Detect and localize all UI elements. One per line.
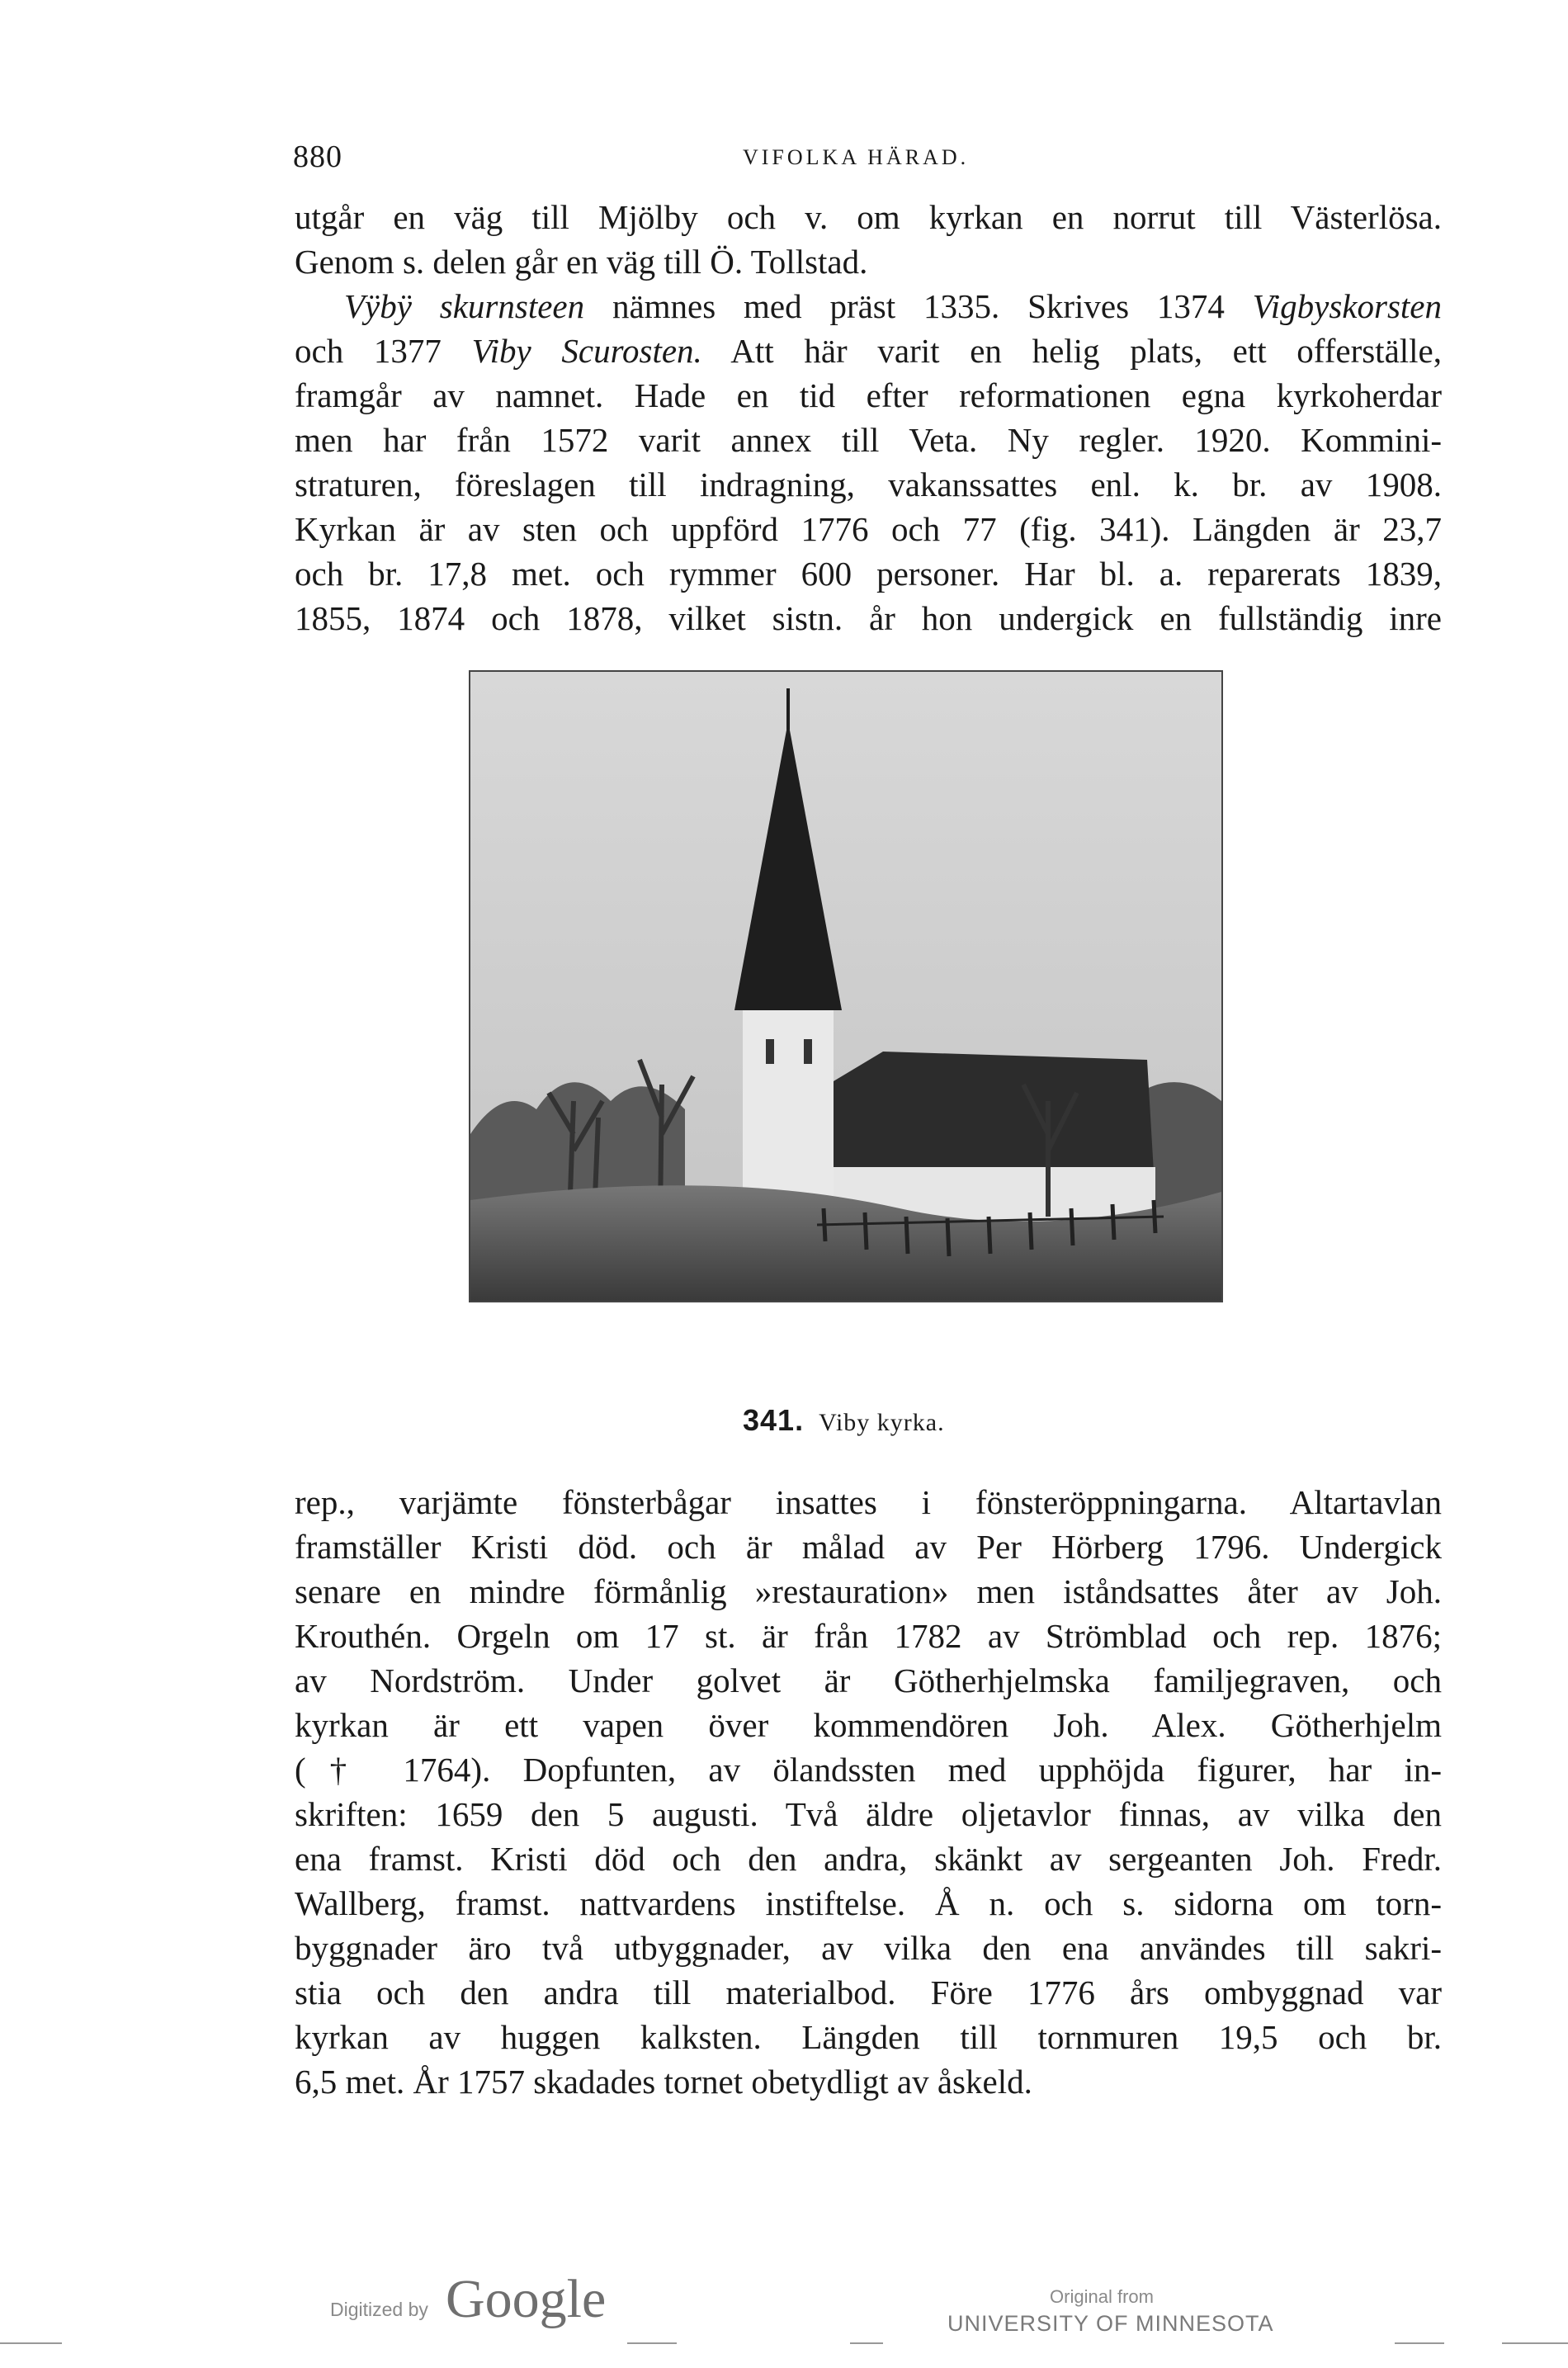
italic-name: Vigbyskorsten — [1252, 287, 1442, 325]
google-logo: Google — [446, 2269, 607, 2329]
text-span: nämnes med präst 1335. Skrives 1374 — [584, 287, 1253, 325]
text-span: och 1377 — [295, 332, 472, 370]
text-line: 1855, 1874 och 1878, vilket sistn. år hon undergick en fullständig inre — [295, 599, 1442, 637]
text-line: rep., varjämte fönsterbågar insattes i fönsteröppningarna. Altartavlan — [295, 1483, 1442, 1521]
original-from-label: Original from — [1050, 2286, 1154, 2307]
text-line: utgår en väg till Mjölby och v. om kyrkan en norrut till Västerlösa. — [295, 198, 1442, 236]
figure-number: 341. — [743, 1403, 805, 1437]
text-line: straturen, föreslagen till indragning, vakanssattes enl. k. br. av 1908. — [295, 466, 1442, 503]
figure-caption-text: Viby kyrka. — [819, 1409, 945, 1436]
footer-rule — [627, 2342, 677, 2344]
text-line — [295, 328, 1442, 373]
digitized-by-label: Digitized by — [330, 2299, 428, 2320]
footer-rule — [1502, 2342, 1568, 2344]
text-line: och br. 17,8 met. och rymmer 600 personer. Har bl. a. reparerats 1839, — [295, 555, 1442, 593]
church-illustration — [470, 672, 1221, 1301]
university-label: UNIVERSITY OF MINNESOTA — [947, 2311, 1274, 2336]
text-line: kyrkan är ett vapen över kommendören Joh. Alex. Götherhjelm — [295, 1706, 1442, 1744]
page-number: 880 — [293, 139, 342, 174]
text-span: Att här varit en helig plats, ett offerställe, — [701, 332, 1442, 370]
text-line: av Nordström. Under golvet är Götherhjelmska familjegraven, och — [295, 1661, 1442, 1699]
text-line: († 1764). Dopfunten, av ölandssten med upphöjda figurer, har in- — [295, 1751, 1442, 1789]
text-line: Genom s. delen går en väg till Ö. Tollstad. — [295, 243, 868, 281]
text-line: Wallberg, framst. nattvardens instiftelse. Å n. och s. sidorna om torn- — [295, 1884, 1442, 1922]
text-line: framställer Kristi död. och är målad av Per Hörberg 1796. Undergick — [295, 1528, 1442, 1566]
text-line: Krouthén. Orgeln om 17 st. är från 1782 av Strömblad och rep. 1876; — [295, 1617, 1442, 1655]
text-line: senare en mindre förmånlig »restauration» men iståndsattes åter av Joh. — [295, 1572, 1442, 1610]
text-line: Kyrkan är av sten och uppförd 1776 och 77 (fig. 341). Längden är 23,7 — [295, 510, 1442, 548]
text-line: 6,5 met. År 1757 skadades tornet obetydligt av åskeld. — [295, 2063, 1032, 2101]
text-line: stia och den andra till materialbod. Före 1776 års ombyggnad var — [295, 1973, 1442, 2011]
text-line: byggnader äro två utbyggnader, av vilka den ena användes till sakri- — [295, 1929, 1442, 1967]
footer-rule — [0, 2342, 62, 2344]
italic-name: Viby Scurosten. — [471, 332, 702, 370]
paragraph-top — [295, 195, 1442, 640]
text-line — [295, 284, 1442, 328]
footer-rule — [850, 2342, 883, 2344]
text-line: ena framst. Kristi död och den andra, skänkt av sergeanten Joh. Fredr. — [295, 1840, 1442, 1878]
footer-rule — [1395, 2342, 1444, 2344]
text-line: framgår av namnet. Hade en tid efter reformationen egna kyrkoherdar — [295, 376, 1442, 414]
text-line: kyrkan av huggen kalksten. Längden till tornmuren 19,5 och br. — [295, 2018, 1442, 2056]
paragraph-bottom — [295, 1480, 1442, 2104]
running-head: VIFOLKA HÄRAD. — [743, 145, 970, 169]
italic-name: Vÿbÿ skurnsteen — [344, 287, 585, 325]
church-photograph — [469, 670, 1223, 1302]
figure-caption — [743, 1403, 945, 1438]
text-line: men har från 1572 varit annex till Veta. Ny regler. 1920. Kommini- — [295, 421, 1442, 459]
text-line: skriften: 1659 den 5 augusti. Två äldre oljetavlor finnas, av vilka den — [295, 1795, 1442, 1833]
